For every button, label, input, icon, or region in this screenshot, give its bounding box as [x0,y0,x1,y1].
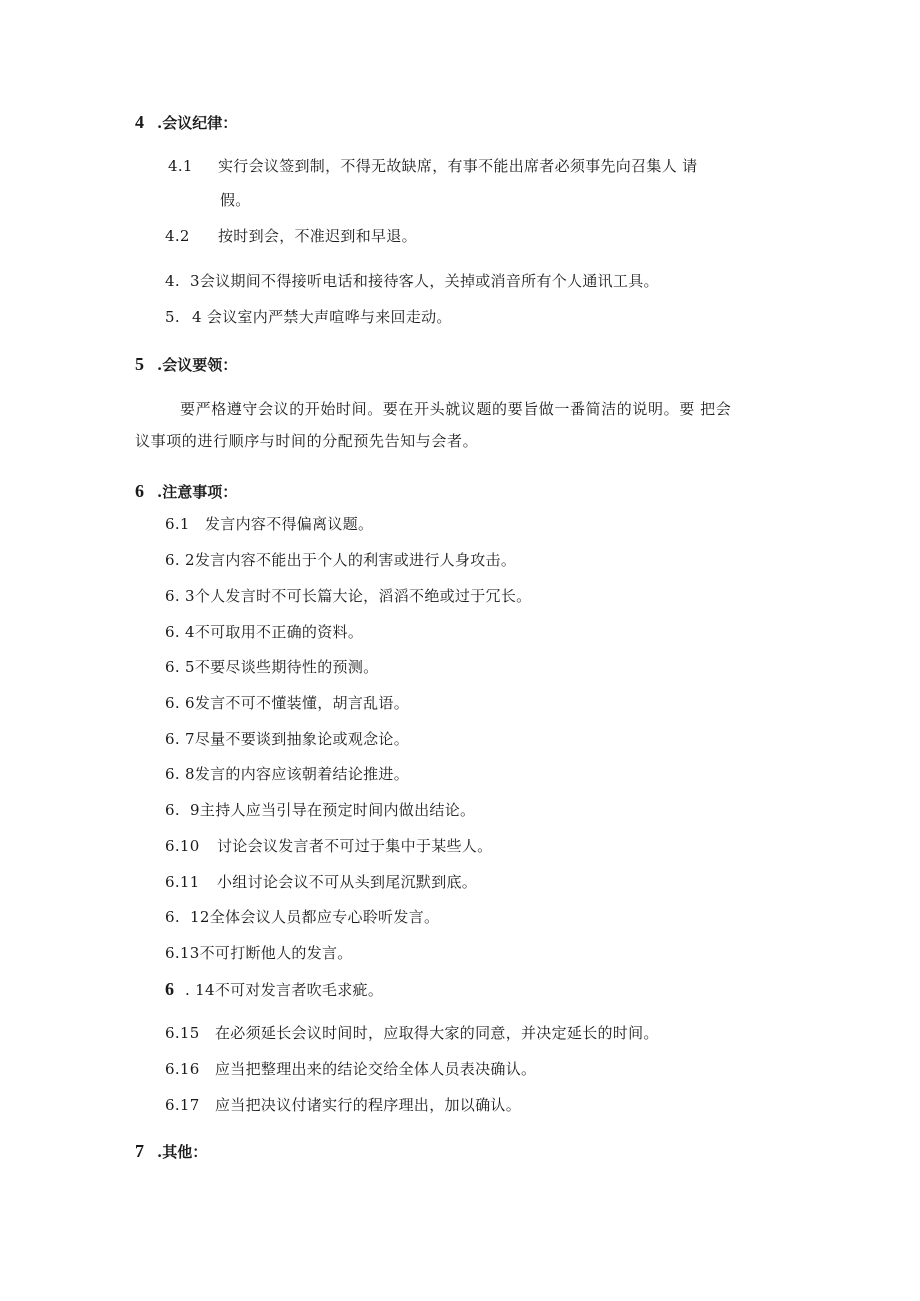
item-text: 在必须延长会议时间时，应取得大家的同意，并决定延长的时间。 [215,1024,659,1042]
paragraph-line: 议事项的进行顺序与时间的分配预先告知与会者。 [135,432,479,450]
item-text: 讨论会议发言者不可过于集中于某些人。 [217,837,493,855]
item-number: 6. 12 [165,908,210,926]
list-item [165,872,477,892]
list-item [165,729,409,749]
item-number: 6.16 [165,1060,200,1078]
section-4-heading [135,111,237,134]
item-text: 4 会议室内严禁大声喧哗与来回走动。 [192,308,452,326]
item-text: 应当把决议付诸实行的程序理出，加以确认。 [215,1096,522,1114]
list-item [165,943,353,963]
item-number: 6.15 [165,1024,200,1042]
list-item [165,979,383,1000]
item-text: 不可取用不正确的资料。 [194,623,364,641]
list-item-continuation: 假。 [220,191,251,209]
list-item [165,693,409,713]
item-number: 6. 4 [165,623,195,641]
section-6-heading [135,480,237,503]
paragraph-line: 要严格遵守会议的开始时间。要在开头就议题的要旨做一番简洁的说明。要 把会 [180,400,732,418]
section-number: 6 [135,481,144,501]
item-number: 6. 7 [165,730,195,748]
item-text: 个人发言时不可长篇大论，滔滔不绝或过于冗长。 [194,587,532,605]
list-item [165,657,378,677]
item-text: 发言的内容应该朝着结论推进。 [194,765,410,783]
list-item [165,622,363,642]
section-title: .注意事项： [157,483,238,501]
item-text: 发言内容不能出于个人的利害或进行人身攻击。 [194,551,517,569]
section-5-heading [135,353,237,376]
list-item [165,836,492,856]
item-number: 6.10 [165,837,200,855]
list-item [165,907,439,927]
item-number: 6. 6 [165,694,195,712]
item-number: 6. 9 [165,801,200,819]
item-text: 按时到会，不准迟到和早退。 [218,227,417,245]
list-item [165,1023,659,1043]
item-number: 6 [165,979,175,999]
section-title: .其他： [157,1143,208,1161]
section-number: 5 [135,354,144,374]
item-text: 主持人应当引导在预定时间内做出结论。 [199,801,476,819]
item-text: 发言内容不得偏离议题。 [205,515,374,533]
list-item [165,800,475,820]
list-item [165,271,659,291]
item-number: 6. 8 [165,765,195,783]
item-number: 4. [165,272,180,290]
item-text: 尽量不要谈到抽象论或观念论。 [194,730,410,748]
section-title: .会议纪律： [157,114,238,132]
list-item [165,764,409,784]
section-7-heading [135,1140,207,1163]
item-text: 应当把整理出来的结论交给全体人员表决确认。 [215,1060,537,1078]
list-item [165,1095,521,1115]
item-number: 6. 2 [165,551,195,569]
item-number: 6. 3 [165,587,195,605]
item-text: 全体会议人员都应专心聆听发言。 [209,908,440,926]
item-text: 不可打断他人的发言。 [199,944,353,962]
item-text: 实行会议签到制，不得无故缺席，有事不能出席者必须事先向召集人 请 [218,157,698,175]
item-number: 6. 5 [165,658,195,676]
item-number: 6.11 [165,873,200,891]
item-text: 发言不可不懂装懂，胡言乱语。 [194,694,410,712]
item-number: 4.2 [165,227,190,245]
list-item [168,156,697,176]
item-number: 5. [165,308,180,326]
section-title: .会议要领： [157,356,238,374]
list-item [165,514,373,534]
section-number: 4 [135,112,144,132]
item-text: 不要尽谈些期待性的预测。 [194,658,379,676]
item-text: 3会议期间不得接听电话和接待客人，关掉或消音所有个人通讯工具。 [190,272,659,290]
item-text: . 14不可对发言者吹毛求疵。 [185,981,384,999]
section-number: 7 [135,1141,144,1161]
item-text: 小组讨论会议不可从头到尾沉默到底。 [217,873,478,891]
list-item [165,550,516,570]
item-number: 4.1 [168,157,193,175]
list-item [165,226,417,246]
item-number: 6.13 [165,944,200,962]
item-number: 6.17 [165,1096,200,1114]
list-item [165,586,531,606]
list-item [165,307,452,327]
item-number: 6.1 [165,515,190,533]
list-item [165,1059,536,1079]
